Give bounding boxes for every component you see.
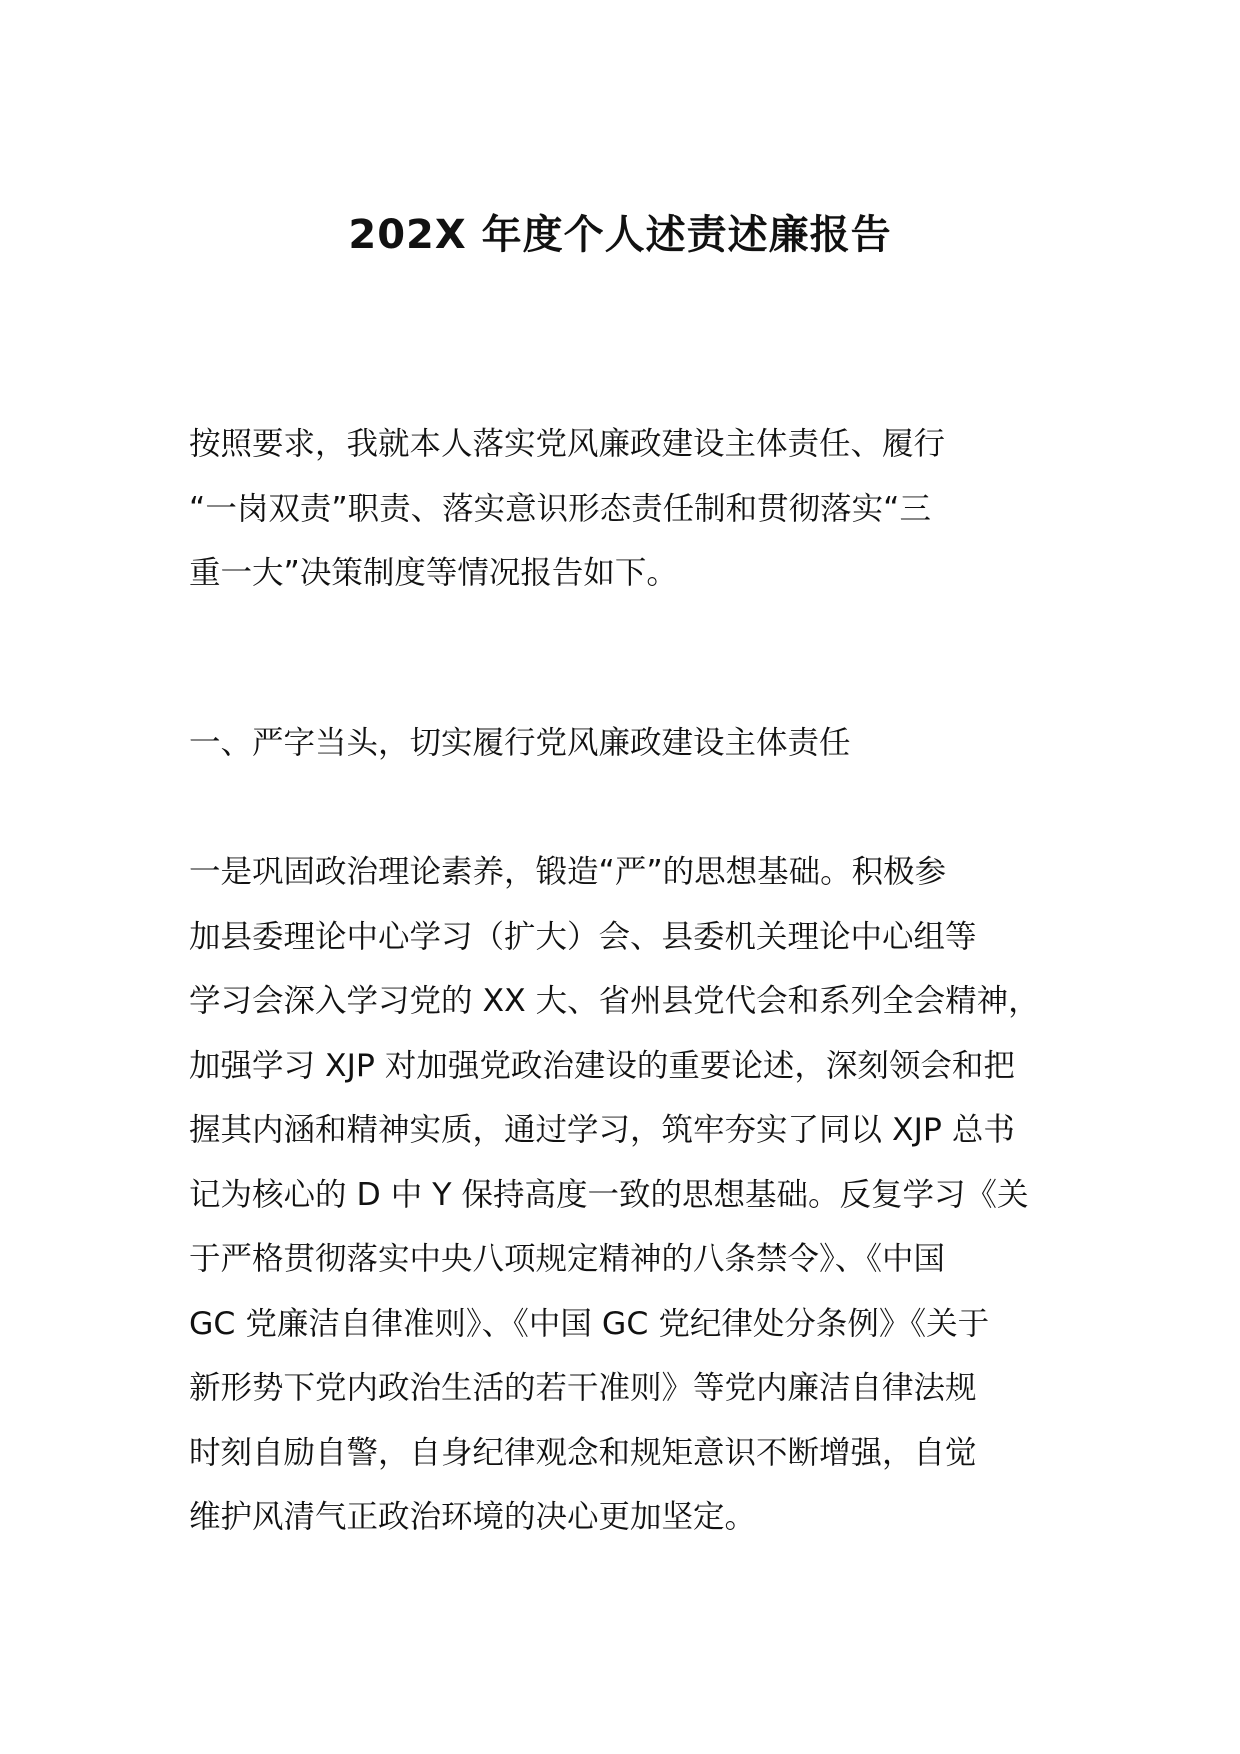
- intro-line: “一岗双责”职责、落实意识形态责任制和贯彻落实“三: [189, 490, 931, 527]
- paragraph-line: 时刻自励自警，自身纪律观念和规矩意识不断增强，自觉: [189, 1434, 977, 1471]
- paragraph-line: 记为核心的 D 中 Y 保持高度一致的思想基础。反复学习《关: [189, 1176, 1029, 1213]
- paragraph-line: 握其内涵和精神实质，通过学习，筑牢夯实了同以 XJP 总书: [189, 1112, 1015, 1148]
- paragraph-line: 新形势下党内政治生活的若干准则》等党内廉洁自律法规: [189, 1370, 977, 1406]
- paragraph-line: 一是巩固政治理论素养，锻造“严”的思想基础。积极参: [189, 854, 947, 890]
- paragraph-line: 加强学习 XJP 对加强党政治建设的重要论述，深刻领会和把: [189, 1047, 1015, 1084]
- paragraph-line: 维护风清气正政治环境的决心更加坚定。: [189, 1499, 757, 1535]
- intro-line: 按照要求，我就本人落实党风廉政建设主体责任、履行: [189, 426, 946, 462]
- paragraph-line: GC 党廉洁自律准则》、《中国 GC 党纪律处分条例》《关于: [189, 1305, 990, 1342]
- section-1-paragraph: [189, 840, 1069, 1550]
- intro-paragraph: [189, 412, 1069, 606]
- section-1-heading: [189, 711, 1069, 776]
- paragraph-line: 于严格贯彻落实中央八项规定精神的八条禁令》、《中国: [189, 1241, 946, 1277]
- intro-line: 重一大”决策制度等情况报告如下。: [189, 555, 678, 591]
- document-title: 202X 年度个人述责述廉报告: [348, 212, 892, 258]
- section-heading-text: 一、严字当头，切实履行党风廉政建设主体责任: [189, 725, 851, 761]
- paragraph-line: 学习会深入学习党的 XX 大、省州县党代会和系列全会精神，: [189, 983, 1040, 1019]
- paragraph-line: 加县委理论中心学习（扩大）会、县委机关理论中心组等: [189, 918, 977, 955]
